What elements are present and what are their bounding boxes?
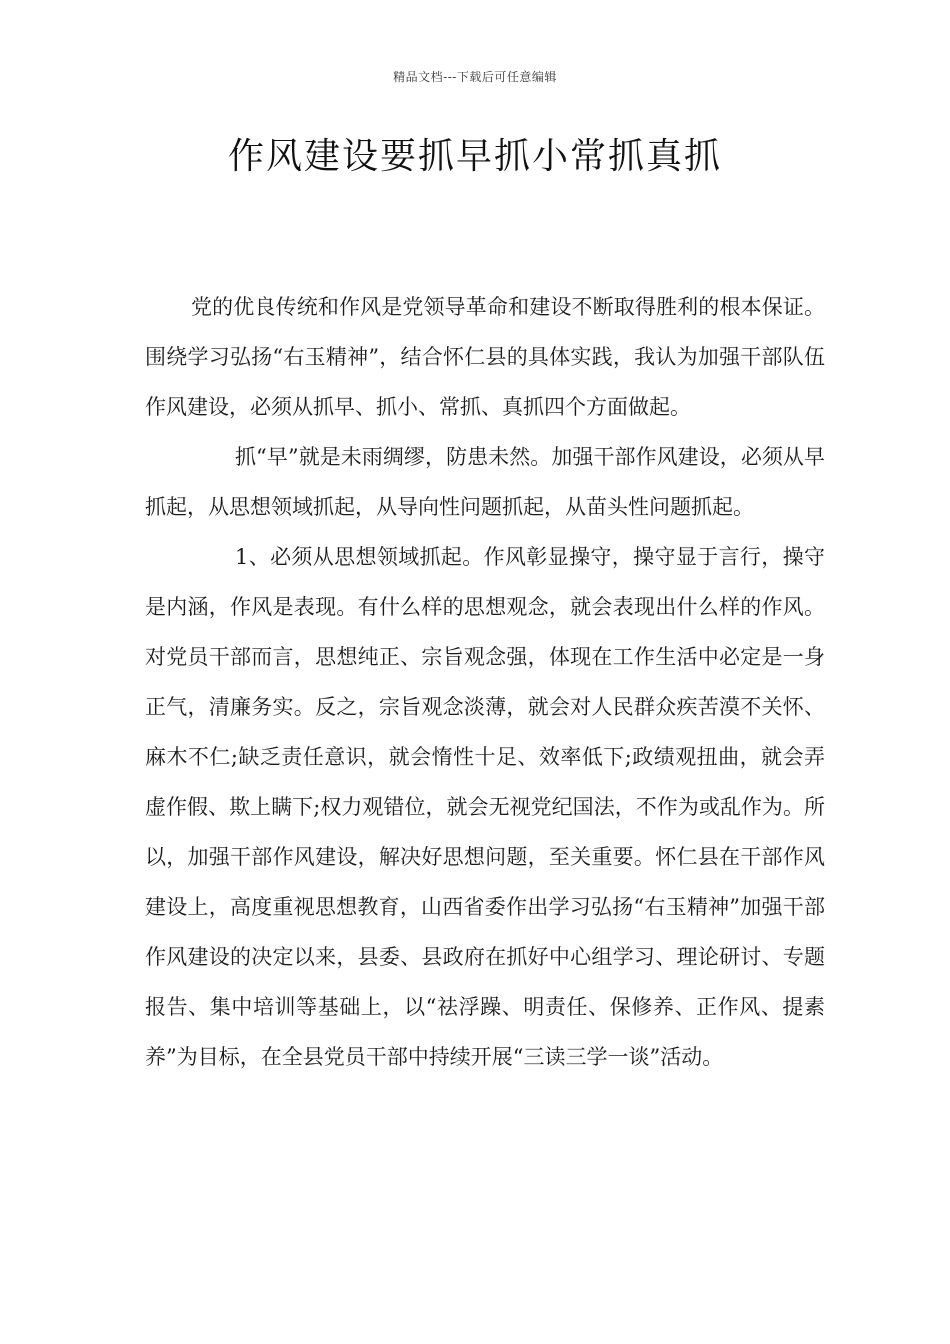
document-body bbox=[145, 282, 825, 1082]
paragraph-intro: 党的优良传统和作风是党领导革命和建设不断取得胜利的根本保证。围绕学习弘扬“右玉精神”，结合怀仁县的具体实践，我认为加强干部队伍作风建设，必须从抓早、抓小、常抓、真抓四个方面做起。 bbox=[145, 295, 825, 419]
paragraph-early: 抓“早”就是未雨绸缪，防患未然。加强干部作风建设，必须从早抓起，从思想领域抓起，从导向性问题抓起，从苗头性问题抓起。 bbox=[145, 445, 825, 519]
document-title: 作风建设要抓早抓小常抓真抓 bbox=[227, 136, 722, 177]
header-note: 精品文档---下载后可任意编辑 bbox=[393, 70, 557, 84]
paragraph-thought: 1、必须从思想领域抓起。作风彰显操守，操守显于言行，操守是内涵，作风是表现。有什么样的思想观念，就会表现出什么样的作风。对党员干部而言，思想纯正、宗旨观念强，体现在工作生活中必定是一身正气，清廉务实。反之，宗旨观念淡薄，就会对人民群众疾苦漠不关怀、麻木不仁;缺乏责任意识，就会惰性十足、效率低下;政绩观扭曲，就会弄虚作假、欺上瞒下;权力观错位，就会无视党纪国法，不作为或乱作为。所以，加强干部作风建设，解决好思想问题，至关重要。怀仁县在干部作风建设上，高度重视思想教育，山西省委作出学习弘扬“右玉精神”加强干部作风建设的决定以来，县委、县政府在抓好中心组学习、理论研讨、专题报告、集中培训等基础上，以“祛浮躁、明责任、保修养、正作风、提素养”为目标，在全县党员干部中持续开展“三读三学一谈”活动。 bbox=[145, 545, 825, 1069]
